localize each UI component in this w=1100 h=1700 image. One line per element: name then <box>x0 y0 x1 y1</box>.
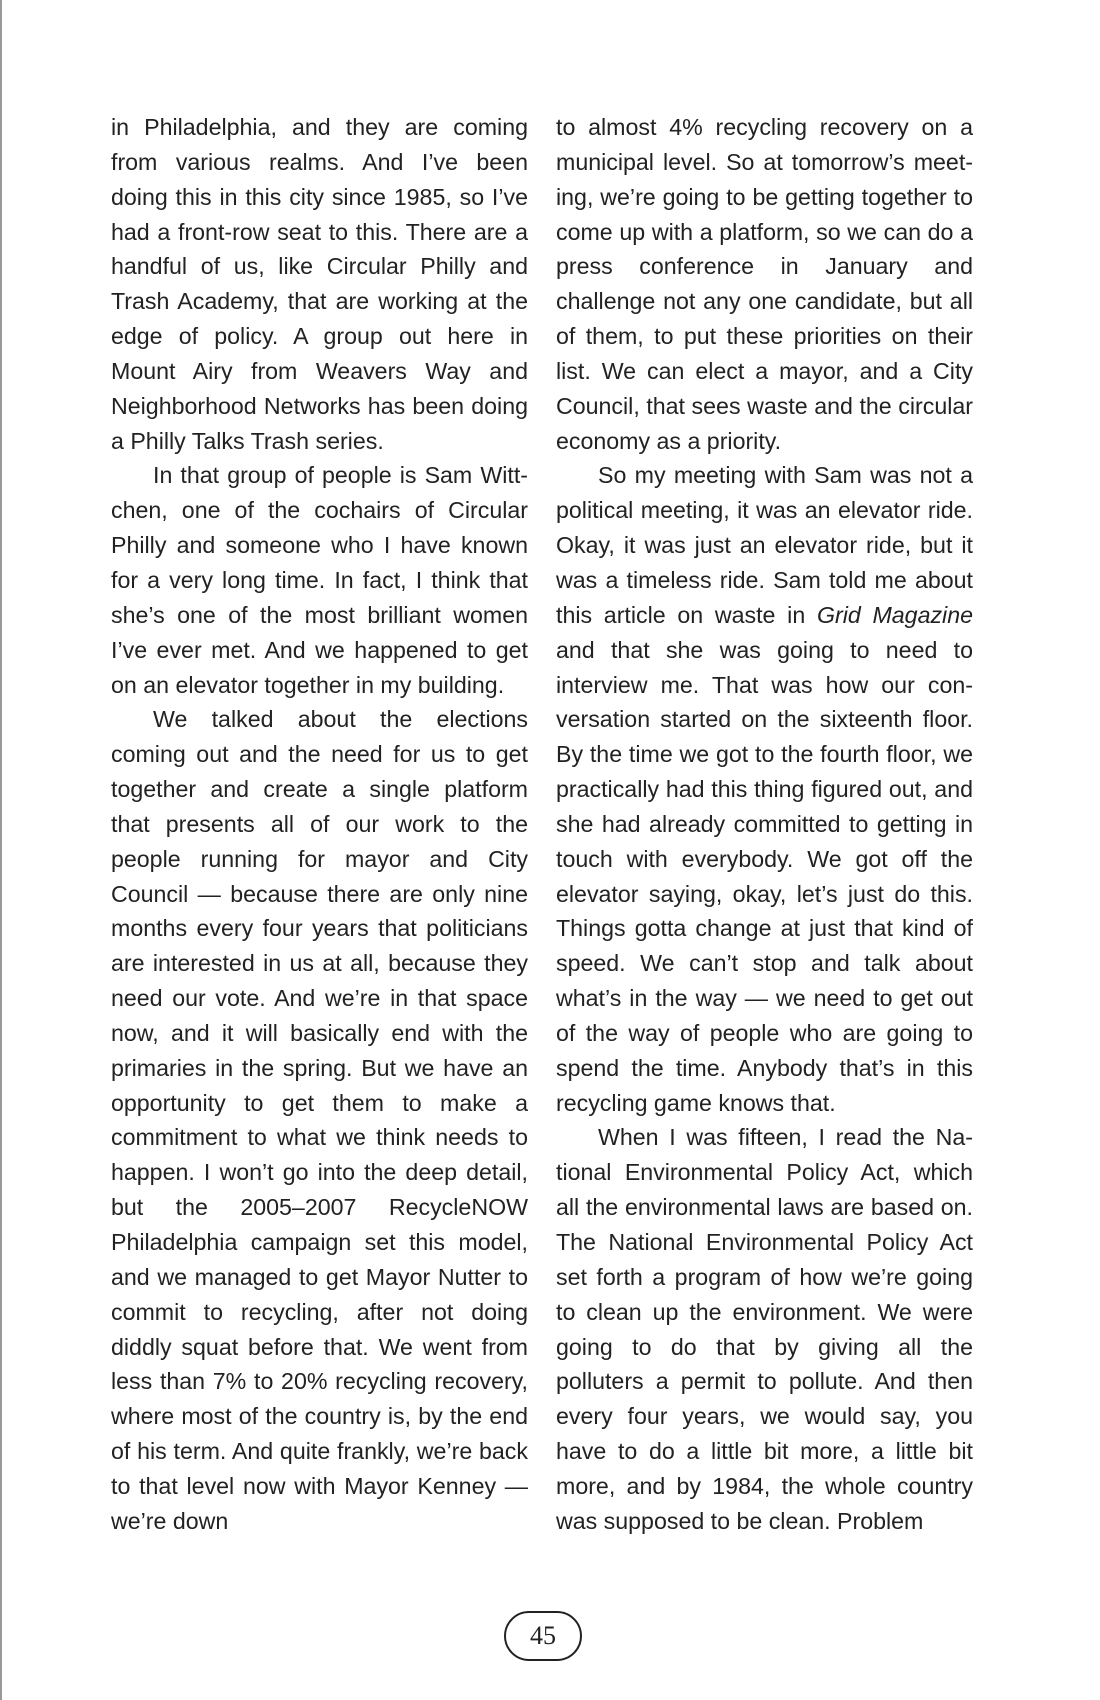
paragraph: In that group of people is Sam Wittchen, one of the cochairs of Circular Philly and someone who I have known for a very long time. In fact, I think that she’s one of the most brilliant women I’ve ever met. And we happened to get on an elevator together in my building. <box>111 462 528 698</box>
right-text-column <box>556 110 973 1539</box>
paragraph: in Philadelphia, and they are coming from various realms. And I’ve been doing this in this city since 1985, so I’ve had a front-row seat to this. There are a handful of us, like Circular Philly and Trash Academy, that are working at the edge of policy. A group out here in Mount Airy from Weavers Way and Neighborhood Networks has been doing a Philly Talks Trash series. <box>111 114 528 454</box>
paragraph <box>556 458 973 1120</box>
paragraph: When I was fifteen, I read the National Environmental Policy Act, which all the environmental laws are based on. The National Environmental Policy Act set forth a program of how we’re going to clean up the environment. We were going to do that by giving all the polluters a permit to pollute. And then every four years, we would say, you have to do a little bit more, a little bit more, and by 1984, the whole country was supposed to be clean. Problem <box>556 1124 973 1534</box>
paragraph: to almost 4% recycling recovery on a municipal level. So at tomorrow’s meeting, we’re going to be getting together to come up with a platform, so we can do a press conference in January and challenge not any one candidate, but all of them, to put these priorities on their list. We can elect a mayor, and a City Council, that sees waste and the circular economy as a priority. <box>556 114 973 454</box>
paragraph-text: and that she was going to need to interview me. That was how our conversation started on the sixteenth floor. By the time we got to the fourth floor, we practically had this thing figured out, and she had already committed to getting in touch with everybody. We got off the elevator saying, okay, let’s just do this. Things gotta change at just that kind of speed. We can’t stop and talk about what’s in the way — we need to get out of the way of people who are going to spend the time. Anybody that’s in this recycling game knows that. <box>556 636 973 1116</box>
paragraph: We talked about the elections coming out and the need for us to get together and create a single platform that presents all of our work to the people running for mayor and City Council — because there are only nine months every four years that politicians are interested in us at all, because they need our vote. And we’re in that space now, and it will basically end with the primaries in the spring. But we have an opportunity to get them to make a commitment to what we think needs to happen. I won’t go into the deep detail, but the 2005–2007 RecycleNOW Philadelphia campaign set this model, and we managed to get Mayor Nutter to commit to recycling, after not doing diddly squat before that. We went from less than 7% to 20% recycling recovery, where most of the country is, by the end of his term. And quite frankly, we’re back to that level now with Mayor Kenney — we’re down <box>111 706 528 1534</box>
page-number: 45 <box>504 1611 582 1661</box>
page-edge-line <box>0 0 2 1700</box>
magazine-title: Grid Magazine <box>816 601 973 628</box>
paragraph-text: So my meeting with Sam was not a political meeting, it was an elevator ride. Okay, it was just an elevator ride, but it was a timeless ride. Sam told me about this article on waste in <box>556 462 973 628</box>
left-text-column <box>111 110 528 1539</box>
